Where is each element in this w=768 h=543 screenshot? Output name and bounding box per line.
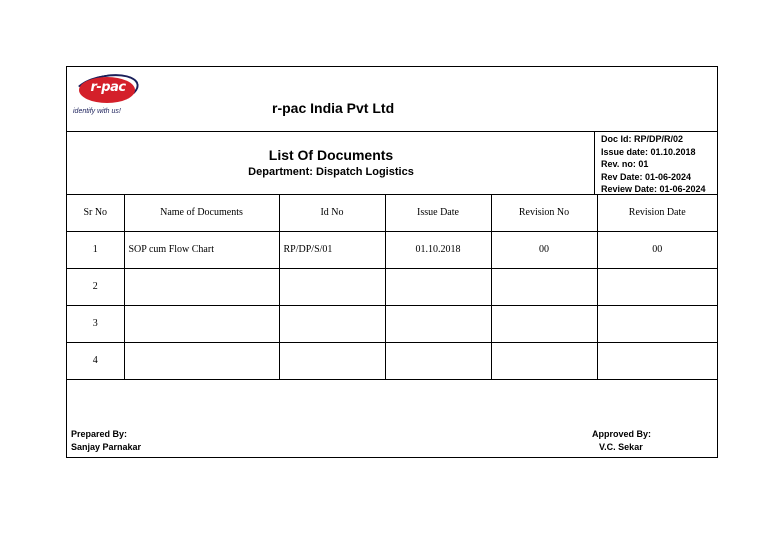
header-issue-date: Issue Date <box>385 194 491 231</box>
title-cell <box>67 131 595 194</box>
cell-revision-no <box>491 342 597 379</box>
cell-revision-date <box>597 305 717 342</box>
cell-revision-no: 00 <box>491 231 597 268</box>
department-label: Department: Dispatch Logistics <box>248 166 414 178</box>
header-name-of-documents: Name of Documents <box>124 194 279 231</box>
meta-issue-date: Issue date: 01.10.2018 <box>601 146 696 157</box>
cell-name <box>124 342 279 379</box>
header-revision-date: Revision Date <box>597 194 717 231</box>
header-revision-no: Revision No <box>491 194 597 231</box>
prepared-by <box>71 428 141 453</box>
approved-by-name: V.C. Sekar <box>599 441 643 452</box>
cell-revision-no <box>491 268 597 305</box>
header-sr-no: Sr No <box>67 194 124 231</box>
company-logo <box>71 73 151 121</box>
cell-issue-date <box>385 268 491 305</box>
cell-name: SOP cum Flow Chart <box>124 231 279 268</box>
meta-review-date: Review Date: 01-06-2024 <box>601 184 706 194</box>
cell-sr-no: 2 <box>67 268 124 305</box>
approved-by-label: Approved By: <box>592 429 652 439</box>
cell-issue-date <box>385 305 491 342</box>
cell-revision-date <box>597 268 717 305</box>
prepared-by-name: Sanjay Parnakar <box>71 441 142 452</box>
table-header-row <box>67 194 717 231</box>
cell-issue-date <box>385 342 491 379</box>
cell-revision-date <box>597 342 717 379</box>
cell-id-no <box>279 268 385 305</box>
meta-rev-date: Rev Date: 01-06-2024 <box>601 171 692 182</box>
meta-doc-id: Doc Id: RP/DP/R/02 <box>601 134 684 144</box>
logo-text: r-pac <box>90 80 126 95</box>
cell-name <box>124 305 279 342</box>
document-sheet <box>66 66 718 458</box>
meta-rev-no: Rev. no: 01 <box>601 159 649 169</box>
signature-footer <box>67 383 717 457</box>
cell-id-no <box>279 305 385 342</box>
cell-revision-date: 00 <box>597 231 717 268</box>
logo-tagline: identify with us! <box>73 108 121 115</box>
title-row <box>67 131 717 195</box>
header-id-no: Id No <box>279 194 385 231</box>
header-row <box>67 67 717 132</box>
cell-revision-no <box>491 305 597 342</box>
document-title: List Of Documents <box>268 147 394 163</box>
cell-id-no <box>279 342 385 379</box>
documents-table <box>67 194 717 380</box>
company-name: r-pac India Pvt Ltd <box>272 100 395 116</box>
table-row <box>67 305 717 342</box>
cell-sr-no: 3 <box>67 305 124 342</box>
approved-by <box>592 428 651 453</box>
cell-issue-date: 01.10.2018 <box>385 231 491 268</box>
cell-sr-no: 4 <box>67 342 124 379</box>
table-row <box>67 231 717 268</box>
cell-name <box>124 268 279 305</box>
cell-id-no: RP/DP/S/01 <box>279 231 385 268</box>
prepared-by-label: Prepared By: <box>71 429 128 439</box>
table-row <box>67 268 717 305</box>
cell-sr-no: 1 <box>67 231 124 268</box>
document-meta <box>601 133 706 196</box>
table-row <box>67 342 717 379</box>
